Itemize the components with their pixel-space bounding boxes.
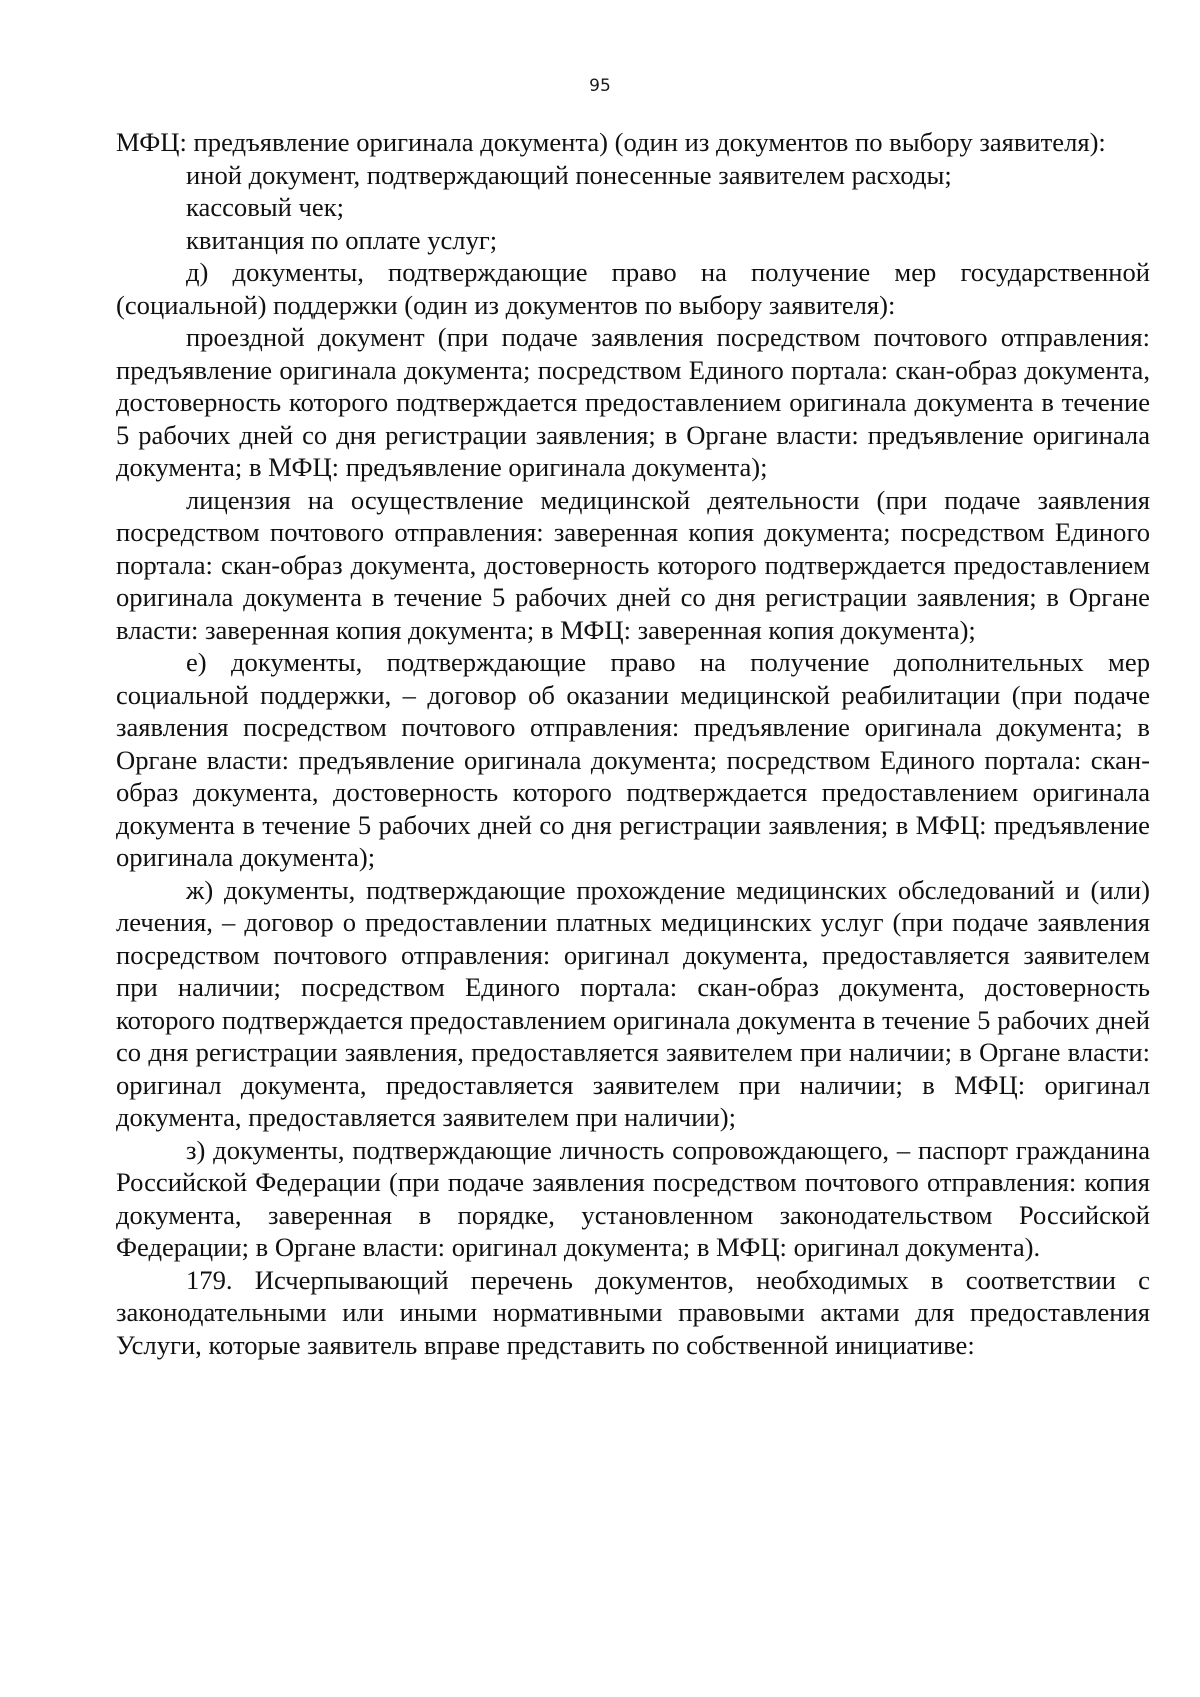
paragraph-section-179: 179. Исчерпывающий перечень документов, необходимых в соответствии с законодательными или иными нормативными правовыми актами для предоставления Услуги, которые заявитель вправе представить по собственной инициативе: <box>116 1264 1150 1360</box>
paragraph-continuation: МФЦ: предъявление оригинала документа) (один из документов по выбору заявителя): <box>116 127 1106 157</box>
paragraph-medical-license: лицензия на осуществление медицинской деятельности (при подаче заявления посредством почтового отправления: заверенная копия документа; посредством Единого портала: скан-образ документа, достоверность которого подтверждается предоставлением оригинала документа в течение 5 рабочих дней со дня регистрации заявления; в Органе власти: заверенная копия документа; в МФЦ: заверенная копия документа); <box>116 484 1150 645</box>
paragraph-cash-receipt: кассовый чек; <box>186 192 345 222</box>
paragraph-service-payment-receipt: квитанция по оплате услуг; <box>186 224 498 255</box>
paragraph-item-d: д) документы, подтверждающие право на получение мер государственной (социальной) поддержки (один из документов по выбору заявителя): <box>116 257 1150 320</box>
paragraph-other-expense-document: иной документ, подтверждающий понесенные заявителем расходы; <box>186 159 952 190</box>
paragraph-item-e: е) документы, подтверждающие право на получение дополнительных мер социальной поддержки, – договор об оказании медицинской реабилитации (при подаче заявления посредством почтового отправления: предъявление оригинала документа; в Органе власти: предъявление оригинала документа; посредством Единого портала: скан-образ документа, достоверность которого подтверждается предоставлением оригинала документа в течение 5 рабочих дней со дня регистрации заявления; в МФЦ: предъявление оригинала документа); <box>116 647 1150 872</box>
paragraph-item-z: з) документы, подтверждающие личность сопровождающего, – паспорт гражданина Российской Федерации (при подаче заявления посредством почтового отправления: копия документа, заверенная в порядке, установленном законодательством Российской Федерации; в Органе власти: оригинал документа; в МФЦ: оригинал документа). <box>116 1134 1150 1262</box>
paragraph-travel-document: проездной документ (при подаче заявления посредством почтового отправления: предъявление оригинала документа; посредством Единого портала: скан-образ документа, достоверность которого подтверждается предоставлением оригинала документа в течение 5 рабочих дней со дня регистрации заявления; в Органе власти: предъявление оригинала документа; в МФЦ: предъявление оригинала документа); <box>116 322 1150 482</box>
page-number: 95 <box>589 76 611 96</box>
paragraph-item-zh: ж) документы, подтверждающие прохождение медицинских обследований и (или) лечения, – договор о предоставлении платных медицинских услуг (при подаче заявления посредством почтового отправления: оригинал документа, предоставляется заявителем при наличии; посредством Единого портала: скан-образ документа, достоверность которого подтверждается предоставлением оригинала документа в течение 5 рабочих дней со дня регистрации заявления, предоставляется заявителем при наличии; в Органе власти: оригинал документа, предоставляется заявителем при наличии; в МФЦ: оригинал документа, предоставляется заявителем при наличии); <box>116 874 1150 1132</box>
document-body <box>116 126 1150 1361</box>
